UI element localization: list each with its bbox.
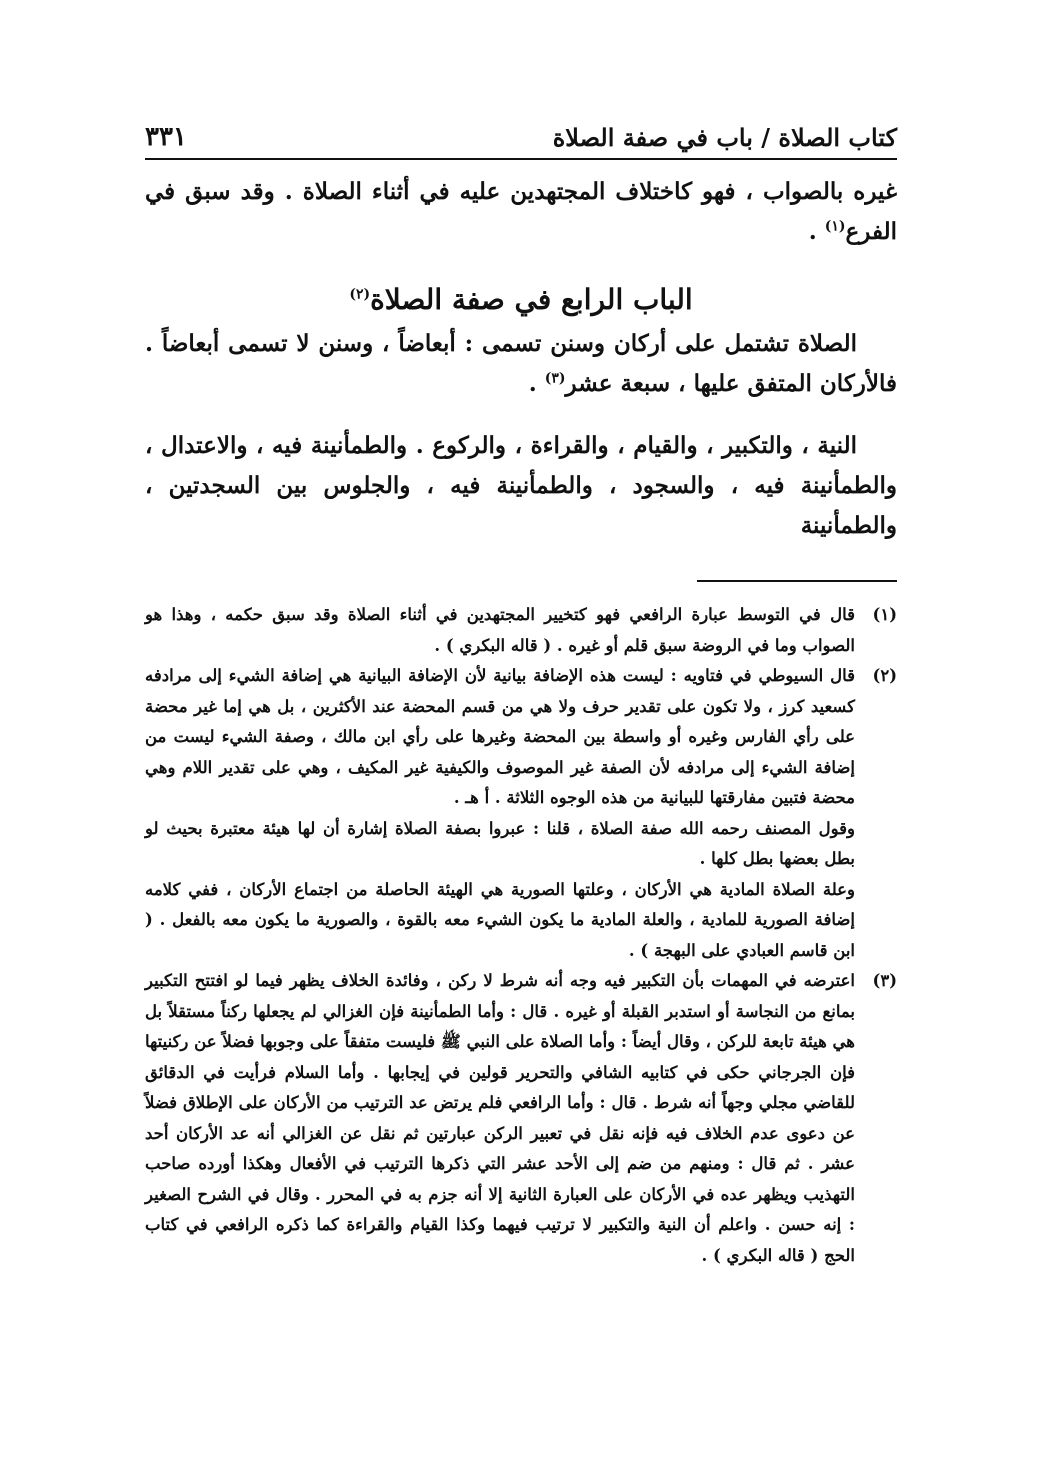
footnotes bbox=[145, 600, 897, 1271]
footnote bbox=[145, 661, 897, 814]
running-title: كتاب الصلاة / باب في صفة الصلاة bbox=[552, 123, 897, 152]
paragraph-end: . bbox=[528, 370, 545, 397]
paragraph bbox=[145, 172, 897, 252]
footnote-mark: (٢) bbox=[872, 666, 897, 685]
footnote-ref: (٢) bbox=[349, 286, 371, 303]
running-header bbox=[145, 112, 897, 160]
main-text bbox=[145, 172, 897, 546]
paragraph: النية ، والتكبير ، والقيام ، والقراءة ، والركوع . والطمأنينة فيه ، والاعتدال ، والطمأنينة فيه ، والسجود ، والطمأنينة فيه ، والجلوس بين السجدتين ، والطمأنينة bbox=[145, 432, 897, 539]
paragraph-text: الصلاة تشتمل على أركان وسنن تسمى : أبعاضاً ، وسنن لا تسمى أبعاضاً . فالأركان المتفق عليها ، سبعة عشر bbox=[145, 330, 897, 397]
paragraph-text: غيره بالصواب ، فهو كاختلاف المجتهدين عليه في أثناء الصلاة . وقد سبق في الفرع bbox=[145, 178, 897, 245]
footnote-mark: (٣) bbox=[872, 971, 897, 990]
heading-text: الباب الرابع في صفة الصلاة bbox=[370, 283, 693, 316]
footnote-text: قال في التوسط عبارة الرافعي فهو كتخيير المجتهدين في أثناء الصلاة وقد سبق حكمه ، وهذا هو الصواب وما في الروضة سبق قلم أو غيره . ( قاله البكري ) . bbox=[145, 605, 855, 655]
footnote-mark: (١) bbox=[872, 605, 897, 624]
paragraph-end: . bbox=[808, 218, 825, 245]
footnote-separator bbox=[697, 580, 897, 582]
footnote-ref: (٣) bbox=[544, 370, 566, 387]
footnote-continuation: وقول المصنف رحمه الله صفة الصلاة ، قلنا : عبروا بصفة الصلاة إشارة أن لها هيئة معتبرة بحيث لو بطل بعضها بطل كلها . bbox=[145, 818, 855, 868]
footnote-ref: (١) bbox=[824, 218, 846, 235]
footnote bbox=[145, 966, 897, 1271]
footnote-continuation: وعلة الصلاة المادية هي الأركان ، وعلتها الصورية هي الهيئة الحاصلة من اجتماع الأركان ، ففي كلامه إضافة الصورية للمادية ، والعلة المادية ما يكون الشيء معه بالقوة ، والصورية ما يكون معه بالفعل . ( ابن قاسم العبادي على البهجة ) . bbox=[145, 879, 855, 960]
footnote bbox=[145, 600, 897, 661]
page-number: ٣٣١ bbox=[145, 122, 187, 152]
footnote-text: قال السيوطي في فتاويه : ليست هذه الإضافة بيانية لأن الإضافة البيانية هي إضافة الشيء إلى مرادفه كسعيد كرز ، ولا تكون على تقدير حرف ولا هي من قسم المحضة عند الأكثرين ، بل هي إما غير محضة على رأي الفارس وغيره أو واسطة بين المحضة وغيرها على رأي ابن مالك ، وصفة الشيء ليست من إضافة الشيء إلى مرادفه لأن الصفة غير الموصوف والكيفية غير المكيف ، وهي على تقدير اللام وهي محضة فتبين مفارقتها للبيانية من هذه الوجوه الثلاثة . أ هـ . bbox=[145, 666, 855, 807]
chapter-heading bbox=[145, 278, 897, 322]
paragraph bbox=[145, 324, 897, 404]
page bbox=[145, 112, 897, 1271]
footnote-text: اعترضه في المهمات بأن التكبير فيه وجه أنه شرط لا ركن ، وفائدة الخلاف يظهر فيما لو افتتح التكبير بمانع من النجاسة أو استدبر القبلة أو غيره . قال : وأما الطمأنينة فإن الغزالي لم يجعلها ركناً مستقلاً بل هي هيئة تابعة للركن ، وقال أيضاً : وأما الصلاة على النبي ﷺ فليست متفقاً على وجوبها فضلاً عن ركنيتها فإن الجرجاني حكى في كتابيه الشافي والتحرير قولين في إيجابها . وأما السلام فرأيت في الدقائق للقاضي مجلي وجهاً أنه شرط . قال : وأما الرافعي فلم يرتض عد الترتيب من الأركان على الإطلاق فضلاً عن دعوى عدم الخلاف فيه فإنه نقل في تعبير الركن عبارتين ثم نقل عن الغزالي أنه عد الأركان أحد عشر . ثم قال : ومنهم من ضم إلى الأحد عشر التي ذكرها الترتيب في الأفعال وهكذا أورده صاحب التهذيب ويظهر عده في الأركان على العبارة الثانية إلا أنه جزم به في المحرر . وقال في الشرح الصغير : إنه حسن . واعلم أن النية والتكبير لا ترتيب فيهما وكذا القيام والقراءة كما ذكره الرافعي في كتاب الحج ( قاله البكري ) . bbox=[145, 971, 855, 1265]
